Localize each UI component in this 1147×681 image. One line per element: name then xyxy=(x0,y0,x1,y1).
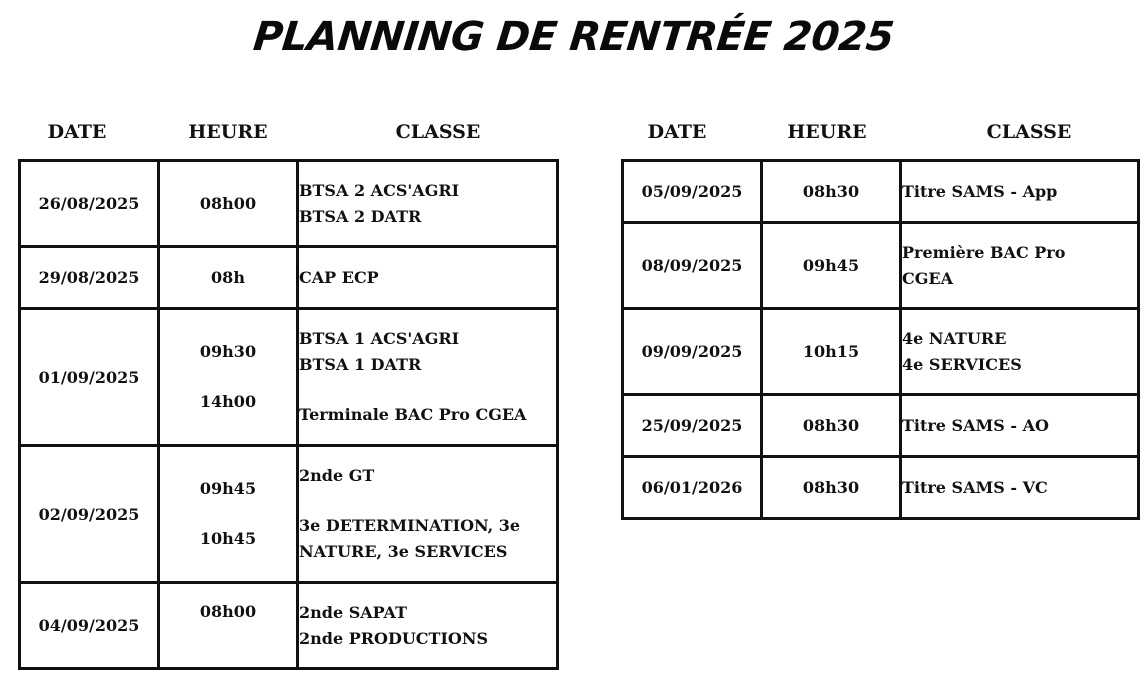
date-cell: 06/01/2026 xyxy=(623,457,762,519)
table-row xyxy=(20,309,558,446)
right-header-row xyxy=(621,112,1137,152)
table-row xyxy=(20,446,558,583)
time-cell: 08h30 xyxy=(762,395,901,457)
date-cell: 01/09/2025 xyxy=(20,309,159,446)
class-line: CGEA xyxy=(902,268,954,288)
class-cell: Titre SAMS - App xyxy=(901,161,1139,223)
time-line: 10h45 xyxy=(199,529,257,548)
time-cell: 09h45 xyxy=(762,223,901,309)
table-row xyxy=(623,457,1139,519)
date-cell: 04/09/2025 xyxy=(20,583,159,669)
date-cell: 08/09/2025 xyxy=(623,223,762,309)
left-table xyxy=(18,159,559,670)
column-header-class: CLASSE xyxy=(395,121,481,143)
time-line: 09h45 xyxy=(199,479,257,498)
table-row xyxy=(20,583,558,669)
right-schedule xyxy=(621,112,1137,522)
class-cell: Titre SAMS - AO xyxy=(901,395,1139,457)
table-row xyxy=(623,161,1139,223)
right-table xyxy=(621,159,1140,520)
column-header-class: CLASSE xyxy=(986,121,1072,143)
class-line: Terminale BAC Pro CGEA xyxy=(299,405,527,424)
date-cell: 26/08/2025 xyxy=(20,161,159,247)
time-cell: 08h00 xyxy=(159,161,298,247)
time-cell xyxy=(159,446,298,583)
date-cell: 09/09/2025 xyxy=(623,309,762,395)
table-row xyxy=(623,223,1139,309)
class-cell xyxy=(298,583,558,669)
class-line: 3e DETERMINATION, 3e xyxy=(299,516,521,535)
table-row xyxy=(20,247,558,309)
time-cell: 08h xyxy=(159,247,298,309)
class-cell: CAP ECP xyxy=(298,247,558,309)
table-row xyxy=(623,309,1139,395)
time-cell xyxy=(159,309,298,446)
date-cell: 29/08/2025 xyxy=(20,247,159,309)
class-line: 2nde GT xyxy=(299,466,375,485)
class-cell xyxy=(901,223,1139,309)
class-line: 2nde SAPAT xyxy=(299,602,407,622)
left-header-row xyxy=(18,112,556,152)
class-cell: Titre SAMS - VC xyxy=(901,457,1139,519)
time-cell: 10h15 xyxy=(762,309,901,395)
time-cell: 08h00 xyxy=(159,583,298,669)
time-cell: 08h30 xyxy=(762,457,901,519)
column-header-time: HEURE xyxy=(787,121,867,143)
time-line: 09h30 xyxy=(199,342,257,361)
class-line: 4e SERVICES xyxy=(902,354,1022,374)
class-line: NATURE, 3e SERVICES xyxy=(299,542,508,561)
time-cell: 08h30 xyxy=(762,161,901,223)
table-row xyxy=(20,161,558,247)
class-line: 4e NATURE xyxy=(902,328,1007,348)
column-header-date: DATE xyxy=(647,121,707,143)
class-line: 2nde PRODUCTIONS xyxy=(299,628,489,648)
class-line: BTSA 1 DATR xyxy=(299,355,422,374)
class-line: Première BAC Pro xyxy=(902,242,1066,262)
table-row xyxy=(623,395,1139,457)
class-line: BTSA 2 DATR xyxy=(299,206,422,226)
date-cell: 25/09/2025 xyxy=(623,395,762,457)
class-line: BTSA 1 ACS'AGRI xyxy=(299,329,460,348)
page-title: PLANNING DE RENTRÉE 2025 xyxy=(251,14,896,60)
column-header-date: DATE xyxy=(47,121,107,143)
date-cell: 05/09/2025 xyxy=(623,161,762,223)
column-header-time: HEURE xyxy=(188,121,268,143)
class-line: BTSA 2 ACS'AGRI xyxy=(299,180,460,200)
class-cell xyxy=(298,309,558,446)
class-cell xyxy=(298,161,558,247)
left-schedule xyxy=(18,112,556,668)
date-cell: 02/09/2025 xyxy=(20,446,159,583)
class-cell xyxy=(901,309,1139,395)
class-cell xyxy=(298,446,558,583)
time-line: 14h00 xyxy=(199,392,257,411)
